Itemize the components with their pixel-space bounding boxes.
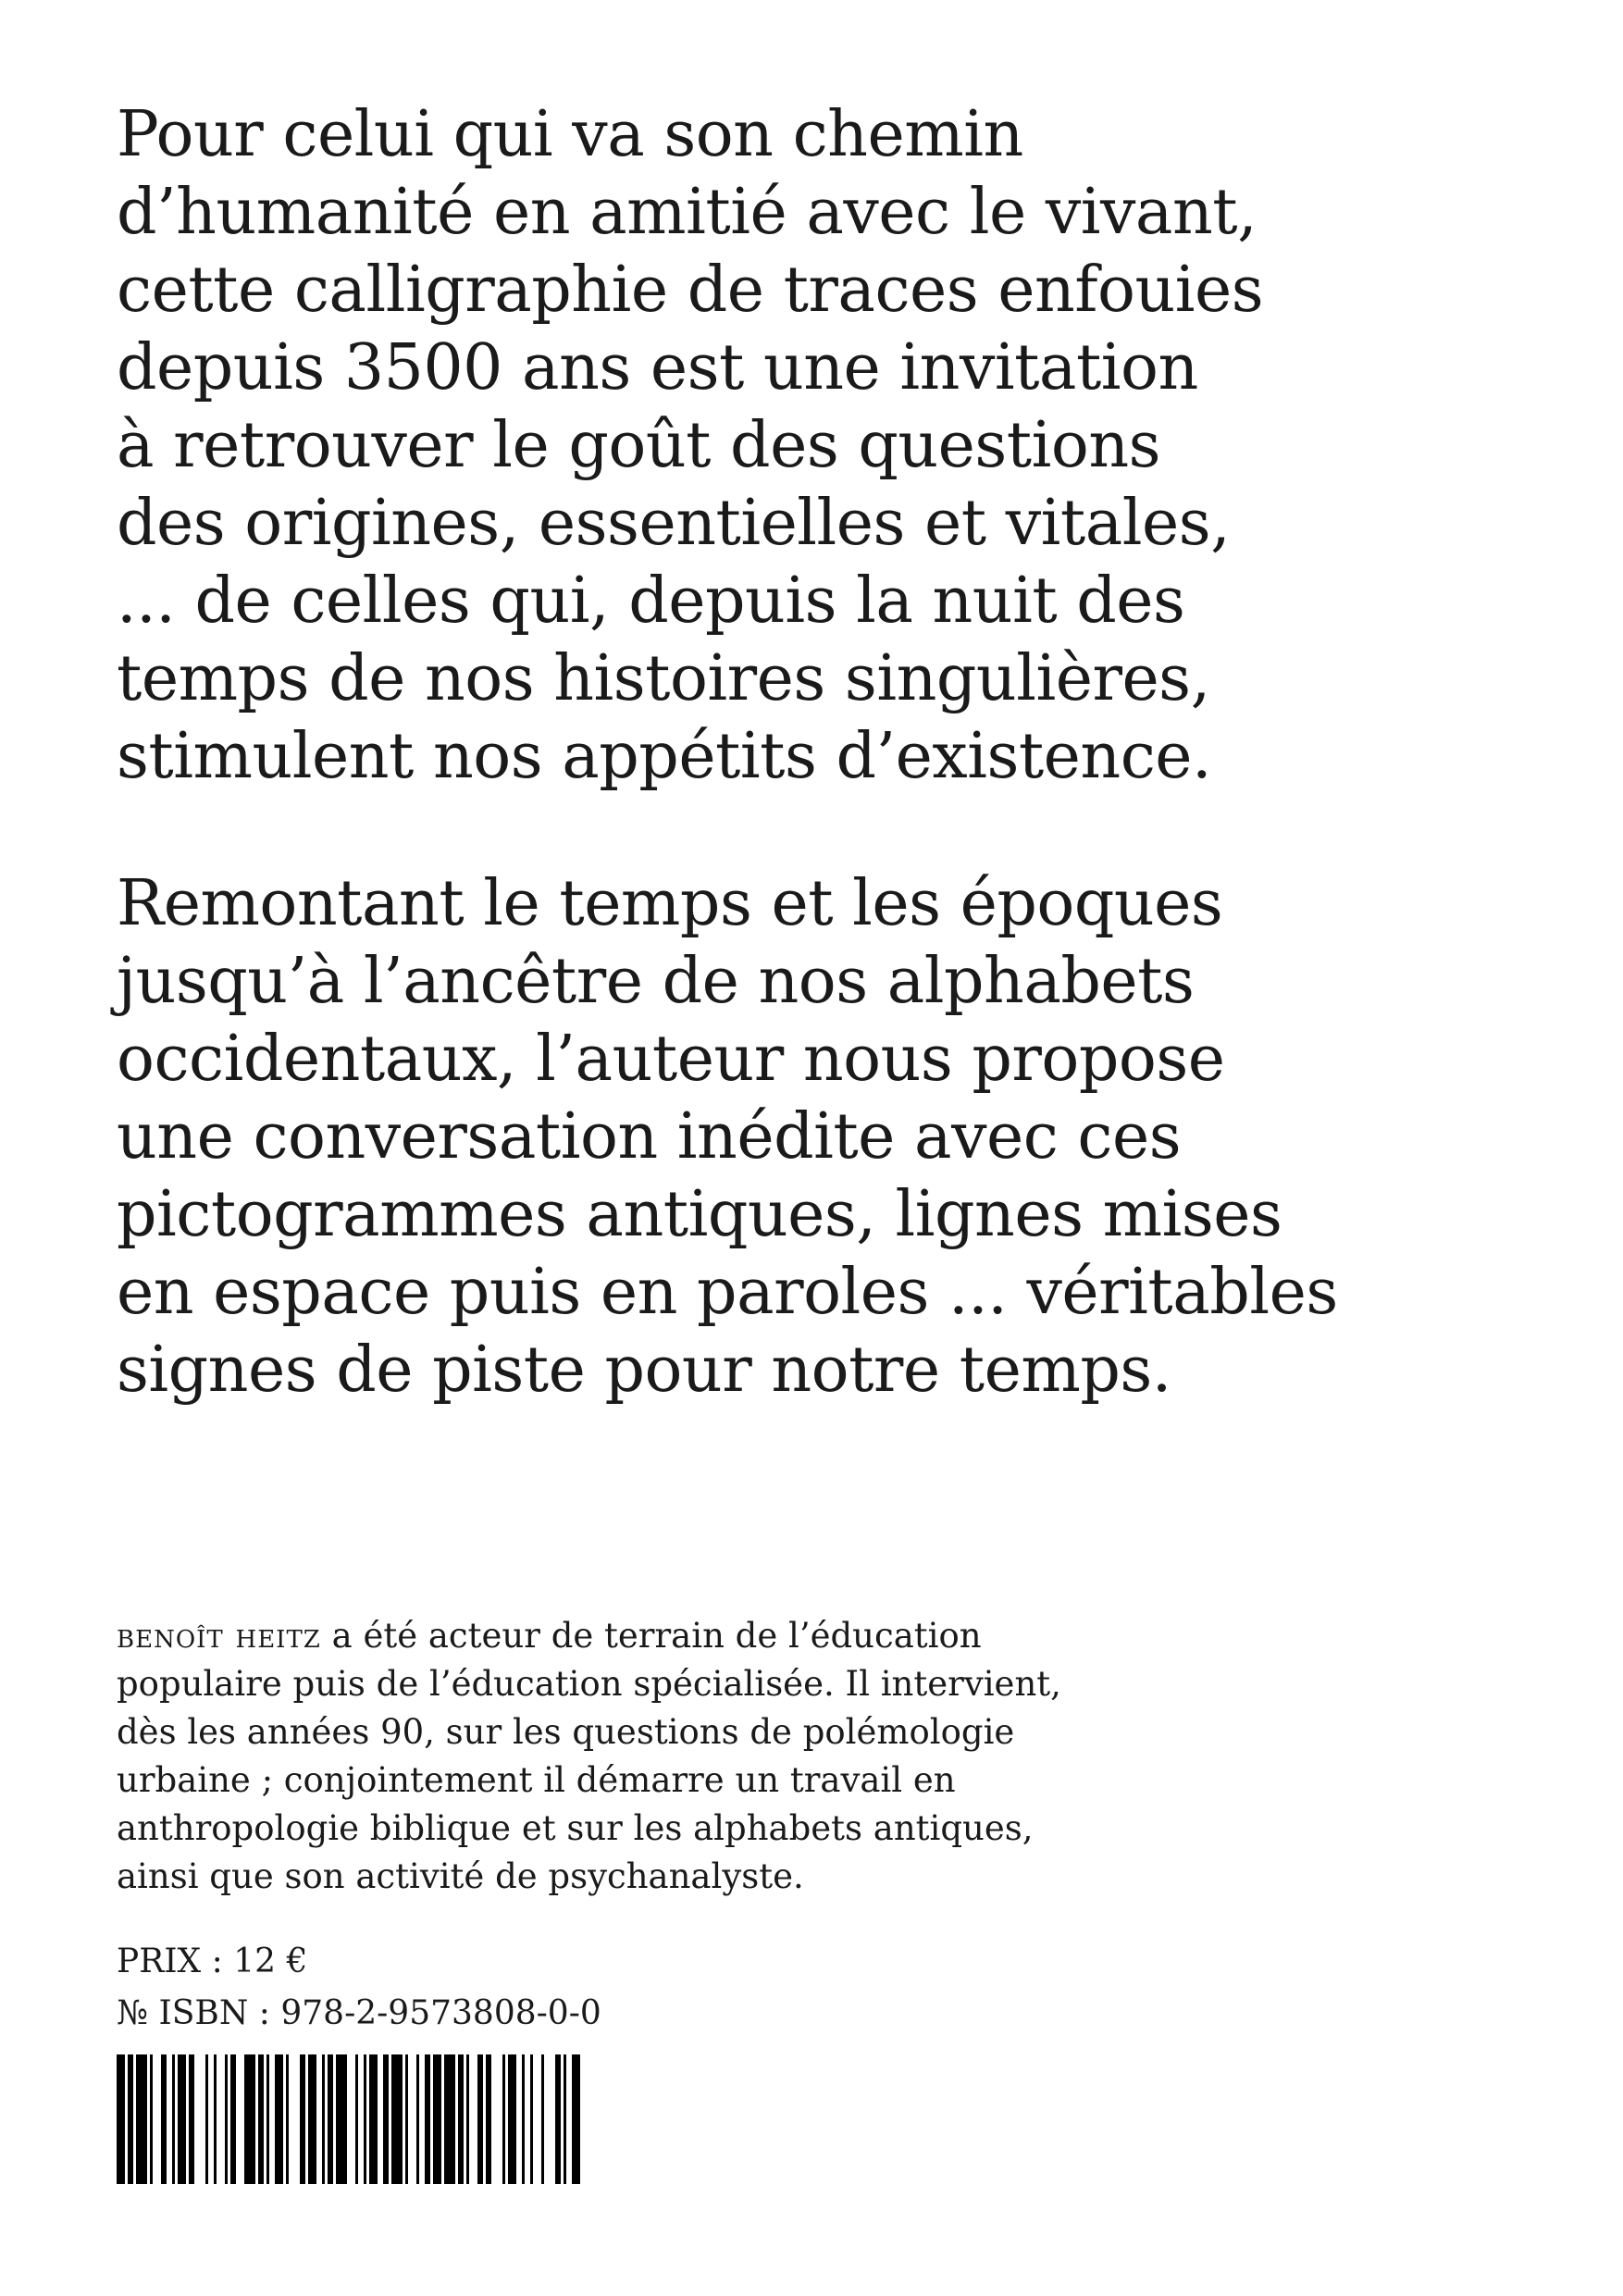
blurb-line: occidentaux, l’auteur nous propose xyxy=(117,1023,1225,1096)
bio-line: ainsi que son activité de psychanalyste. xyxy=(117,1856,804,1896)
barcode-bar xyxy=(530,2054,533,2184)
blurb-line: d’humanité en amitié avec le vivant, xyxy=(117,176,1258,249)
barcode-bar xyxy=(369,2054,378,2184)
book-meta xyxy=(117,1936,601,2040)
barcode-bar xyxy=(128,2054,133,2184)
barcode-bar xyxy=(364,2054,366,2184)
blurb-line: une conversation inédite avec ces xyxy=(117,1100,1182,1173)
barcode-bar xyxy=(328,2054,333,2184)
author-name: benoît heitz xyxy=(117,1616,321,1656)
barcode-bar xyxy=(136,2054,147,2184)
barcode-bar xyxy=(391,2054,403,2184)
bio-line: populaire puis de l’éducation spécialisée. Il intervient, xyxy=(117,1664,1061,1704)
barcode-bar xyxy=(244,2054,255,2184)
barcode-bar xyxy=(466,2054,469,2184)
author-bio xyxy=(117,1612,1412,1901)
barcode-bar xyxy=(286,2054,289,2184)
barcode-bar xyxy=(308,2054,316,2184)
blurb-line: jusqu’à l’ancêtre de nos alphabets xyxy=(117,945,1195,1018)
blurb-line: ... de celles qui, depuis la nuit des xyxy=(117,565,1185,638)
blurb-line: depuis 3500 ans est une invitation xyxy=(117,331,1198,404)
barcode-bar xyxy=(355,2054,358,2184)
barcode-bar xyxy=(266,2054,269,2184)
blurb-line: pictogrammes antiques, lignes mises xyxy=(117,1178,1282,1251)
blurb-line: temps de nos histoires singulières, xyxy=(117,642,1210,715)
blurb-line: des origines, essentielles et vitales, xyxy=(117,487,1231,560)
barcode-bar xyxy=(555,2054,561,2184)
bio-line: anthropologie biblique et sur les alphabets antiques, xyxy=(117,1808,1034,1848)
barcode-bar xyxy=(433,2054,441,2184)
barcode-bar xyxy=(322,2054,325,2184)
barcode-bar xyxy=(444,2054,455,2184)
barcode-bar xyxy=(522,2054,525,2184)
barcode-bar xyxy=(458,2054,464,2184)
bio-line: urbaine ; conjointement il démarre un travail en xyxy=(117,1760,956,1800)
barcode-bar xyxy=(336,2054,347,2184)
barcode-bar xyxy=(178,2054,186,2184)
barcode-bar xyxy=(230,2054,236,2184)
barcode-bar xyxy=(258,2054,264,2184)
barcode-bar xyxy=(189,2054,194,2184)
barcode-bar xyxy=(477,2054,483,2184)
isbn-label: № ISBN : 978-2-9573808-0-0 xyxy=(117,1994,601,2032)
barcode-bar xyxy=(300,2054,305,2184)
isbn-barcode xyxy=(117,2054,616,2184)
blurb-line: cette calligraphie de traces enfouies xyxy=(117,254,1264,327)
blurb-line: en espace puis en paroles ... véritables xyxy=(117,1256,1338,1329)
barcode-bar xyxy=(275,2054,283,2184)
barcode-bar xyxy=(225,2054,228,2184)
barcode-bar xyxy=(416,2054,419,2184)
price-label: PRIX : 12 € xyxy=(117,1942,308,1980)
barcode-bar xyxy=(172,2054,175,2184)
barcode-bar xyxy=(383,2054,389,2184)
blurb-line: à retrouver le goût des questions xyxy=(117,409,1161,482)
barcode-bar xyxy=(486,2054,491,2184)
barcode-bar xyxy=(150,2054,153,2184)
bio-line xyxy=(117,1612,1412,1660)
bio-line: dès les années 90, sur les questions de polémologie xyxy=(117,1712,1015,1752)
barcode-bar xyxy=(502,2054,505,2184)
blurb-line: Pour celui qui va son chemin xyxy=(117,98,1023,171)
blurb-paragraph-1 xyxy=(117,96,1560,796)
barcode-bar xyxy=(564,2054,566,2184)
barcode-bar xyxy=(205,2054,208,2184)
blurb-paragraph-2 xyxy=(117,865,1560,1409)
blurb-line: signes de piste pour notre temps. xyxy=(117,1334,1171,1407)
barcode-bar xyxy=(572,2054,580,2184)
barcode-bar xyxy=(161,2054,167,2184)
bio-first-line-text: a été acteur de terrain de l’éducation xyxy=(320,1616,982,1656)
blurb-line: Remontant le temps et les époques xyxy=(117,867,1223,940)
barcode-bar xyxy=(117,2054,125,2184)
blurb-line: stimulent nos appétits d’existence. xyxy=(117,720,1212,793)
barcode-bar xyxy=(508,2054,516,2184)
barcode-bar xyxy=(541,2054,544,2184)
barcode-bar xyxy=(425,2054,430,2184)
barcode-bar xyxy=(214,2054,217,2184)
barcode-bar xyxy=(405,2054,408,2184)
